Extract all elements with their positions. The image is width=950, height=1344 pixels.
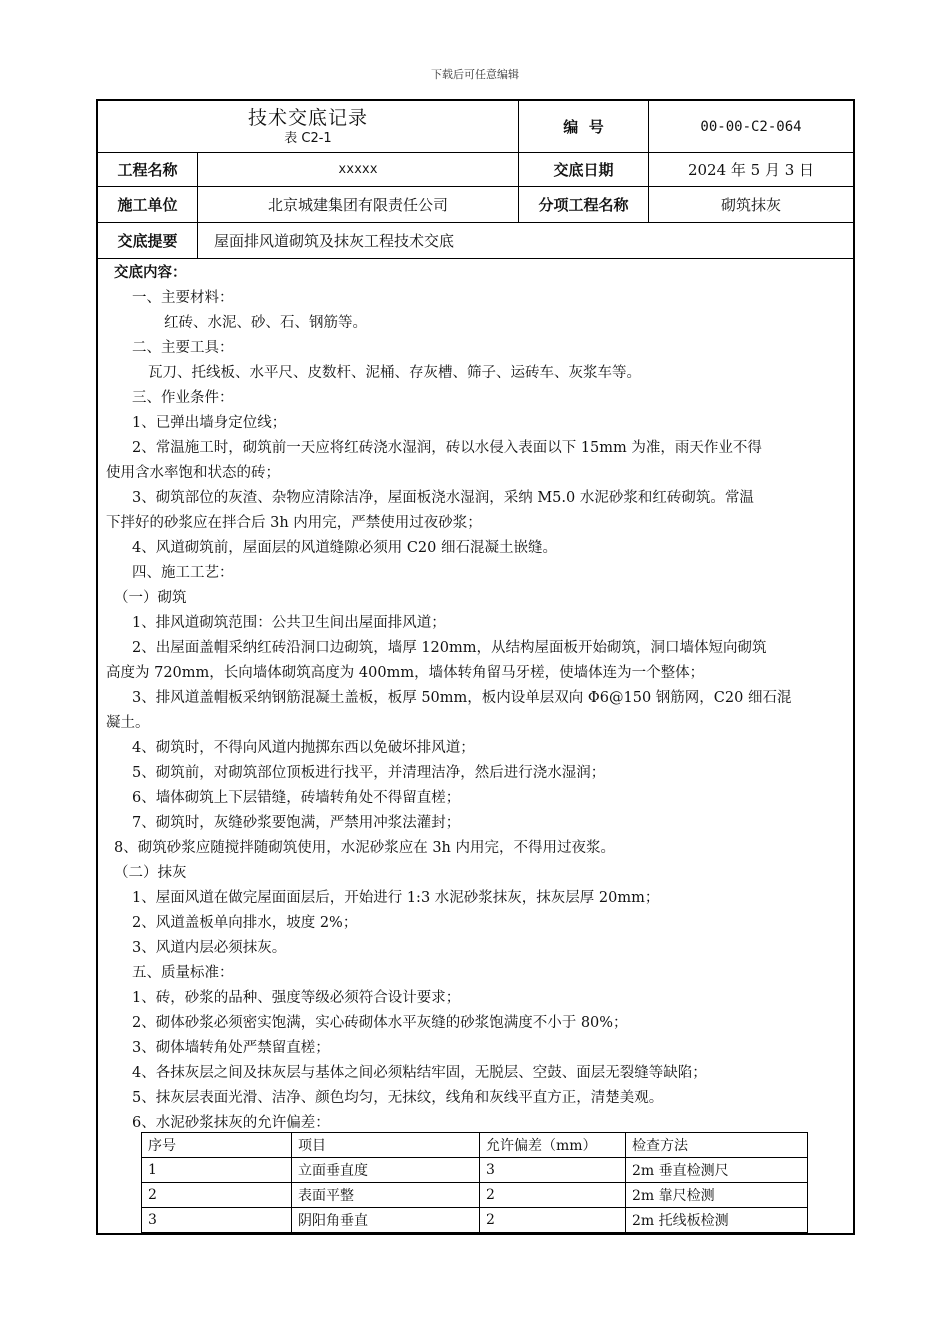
deviation-table [141, 1132, 808, 1233]
table-cell: 立面垂直度 [292, 1158, 480, 1183]
content-line: 二、主要工具： [132, 340, 234, 356]
content-line: 四、施工工艺： [132, 565, 234, 581]
project-name-label: 工程名称 [98, 153, 198, 186]
subitem-value: 砌筑抹灰 [720, 196, 781, 214]
content-line: 5、抹灰层表面光滑、洁净、颜色均匀，无抹纹，线角和灰线平直方正，清楚美观。 [132, 1090, 664, 1106]
top-note: 下载后可任意编辑 [431, 68, 519, 81]
content-line: 2、出屋面盖帽采纳红砖沿洞口边砌筑，墙厚 120mm，从结构屋面板开始砌筑，洞口墙体短向砌筑 [132, 640, 767, 656]
date-value: 2024 年 5 月 3 日 [687, 161, 815, 179]
content-label: 交底内容： [114, 265, 187, 281]
content-line: 4、砌筑时，不得向风道内抛掷东西以免破坏排风道； [132, 740, 475, 756]
table-cell: 阴阳角垂直 [292, 1208, 480, 1233]
content-line: 1、砖，砂浆的品种、强度等级必须符合设计要求； [132, 990, 461, 1006]
content-line: 4、风道砌筑前，屋面层的风道缝隙必须用 C20 细石混凝土嵌缝。 [132, 540, 557, 556]
number-value: 00-00-C2-064 [700, 118, 802, 135]
contractor-label: 施工单位 [98, 187, 198, 222]
table-cell: 2m 垂直检测尺 [626, 1158, 808, 1183]
content-line: 下拌好的砂浆应在拌合后 3h 内用完，严禁使用过夜砂浆； [106, 515, 482, 531]
subitem-label: 分项工程名称 [519, 187, 649, 222]
table-header-cell: 允许偏差（mm） [480, 1133, 626, 1158]
contractor-value: 北京城建集团有限责任公司 [198, 187, 519, 222]
content-line: 2、常温施工时，砌筑前一天应将红砖浇水湿润，砖以水侵入表面以下 15mm 为准，雨天作业不得 [132, 440, 762, 456]
content-line: 6、水泥砂浆抹灰的允许偏差： [132, 1115, 330, 1131]
header-row [98, 101, 853, 153]
content-line: 3、砌体墙转角处严禁留直槎； [132, 1040, 330, 1056]
summary-value: 屋面排风道砌筑及抹灰工程技术交底 [214, 232, 455, 250]
table-row [142, 1208, 808, 1233]
form-title: 技术交底记录 [247, 106, 368, 129]
content-line: 1、屋面风道在做完屋面面层后，开始进行 1:3 水泥砂浆抹灰，抹灰层厚 20mm； [132, 890, 660, 906]
date-label: 交底日期 [519, 153, 649, 186]
content-line: 1、已弹出墙身定位线； [132, 415, 287, 431]
content-line: 三、作业条件： [132, 390, 234, 406]
content-line: 红砖、水泥、砂、石、钢筋等。 [164, 315, 367, 331]
disclosure-form [96, 99, 855, 1235]
number-label: 编 号 [519, 101, 649, 152]
table-header-cell: 序号 [142, 1133, 292, 1158]
content-line: 3、排风道盖帽板采纳钢筋混凝土盖板，板厚 50mm，板内设单层双向 Φ6@150 钢筋网，C20 细石混 [132, 690, 792, 706]
content-line: （二）抹灰 [114, 865, 187, 881]
table-header-row [142, 1133, 808, 1158]
content-line: 2、砌体砂浆必须密实饱满，实心砖砌体水平灰缝的砂浆饱满度不小于 80%； [132, 1015, 628, 1031]
project-row [98, 153, 853, 187]
content-line: 2、风道盖板单向排水，坡度 2%； [132, 915, 358, 931]
table-header-cell: 项目 [292, 1133, 480, 1158]
content-line: （一）砌筑 [114, 590, 187, 606]
table-cell: 1 [142, 1158, 292, 1183]
content-line: 使用含水率饱和状态的砖； [106, 465, 280, 481]
content-line: 高度为 720mm，长向墙体砌筑高度为 400mm，墙体转角留马牙槎，使墙体连为一个整体； [106, 665, 705, 681]
content-line: 8、砌筑砂浆应随搅拌随砌筑使用，水泥砂浆应在 3h 内用完，不得用过夜浆。 [114, 840, 616, 856]
content-line: 五、质量标准： [132, 965, 234, 981]
content-line: 1、排风道砌筑范围：公共卫生间出屋面排风道； [132, 615, 446, 631]
content-line: 4、各抹灰层之间及抹灰层与基体之间必须粘结牢固，无脱层、空鼓、面层无裂缝等缺陷； [132, 1065, 707, 1081]
content-line: 一、主要材料： [132, 290, 234, 306]
form-code: 表 C2-1 [284, 130, 332, 146]
content-line: 5、砌筑前，对砌筑部位顶板进行找平，并清理洁净，然后进行浇水湿润； [132, 765, 606, 781]
table-cell: 2 [142, 1183, 292, 1208]
table-row [142, 1158, 808, 1183]
content-line: 3、风道内层必须抹灰。 [132, 940, 287, 956]
summary-label: 交底提要 [98, 223, 198, 258]
content-line: 6、墙体砌筑上下层错缝，砖墙转角处不得留直槎； [132, 790, 461, 806]
summary-row [98, 223, 853, 259]
table-cell: 2 [480, 1183, 626, 1208]
table-header-cell: 检查方法 [626, 1133, 808, 1158]
content-line: 瓦刀、托线板、水平尺、皮数杆、泥桶、存灰槽、筛子、运砖车、灰浆车等。 [148, 365, 641, 381]
table-cell: 2m 托线板检测 [626, 1208, 808, 1233]
content-line: 7、砌筑时，灰缝砂浆要饱满，严禁用冲浆法灌封； [132, 815, 461, 831]
table-cell: 表面平整 [292, 1183, 480, 1208]
table-cell: 3 [142, 1208, 292, 1233]
title-cell [98, 101, 519, 152]
table-cell: 2m 靠尺检测 [626, 1183, 808, 1208]
content-line: 凝土。 [106, 715, 150, 731]
table-cell: 2 [480, 1208, 626, 1233]
project-name-value: xxxxx [198, 153, 519, 186]
table-cell: 3 [480, 1158, 626, 1183]
table-row [142, 1183, 808, 1208]
content-line: 3、砌筑部位的灰渣、杂物应清除洁净，屋面板浇水湿润，采纳 M5.0 水泥砂浆和红砖砌筑。常温 [132, 490, 754, 506]
contractor-row [98, 187, 853, 223]
